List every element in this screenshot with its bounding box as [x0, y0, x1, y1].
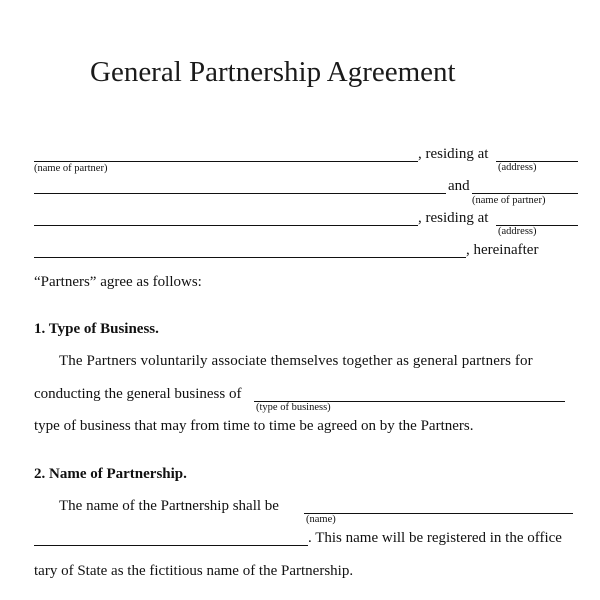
partners-agree-text: “Partners” agree as follows: [34, 274, 202, 290]
partner-2-address-continuation-blank[interactable] [34, 257, 466, 258]
section-1-paragraph-line-2: conducting the general business of [34, 386, 242, 402]
document-title: General Partnership Agreement [90, 56, 456, 88]
hereinafter-text: , hereinafter [466, 242, 539, 258]
section-2-paragraph-line-3: tary of State as the fictitious name of the Partnership. [34, 563, 354, 579]
partner-2-name-blank[interactable] [34, 225, 418, 226]
partnership-name-blank[interactable] [304, 513, 573, 514]
section-1-paragraph-line-1: The Partners voluntarily associate themselves together as general partners for [59, 353, 533, 369]
residing-at-text-1: , residing at [418, 146, 489, 162]
type-of-business-caption: (type of business) [256, 402, 331, 413]
partner-2-name-caption: (name of partner) [472, 195, 546, 206]
and-text: and [448, 178, 470, 194]
section-1-heading: 1. Type of Business. [34, 321, 159, 337]
residing-at-text-2: , residing at [418, 210, 489, 226]
partnership-name-continuation-blank[interactable] [34, 545, 308, 546]
partner-2-address-caption: (address) [498, 226, 537, 237]
partner-1-name-blank[interactable] [34, 161, 418, 162]
section-1-paragraph-line-3: type of business that may from time to time be agreed on by the Partners. [34, 418, 474, 434]
partnership-name-caption: (name) [306, 514, 336, 525]
section-2-heading: 2. Name of Partnership. [34, 466, 187, 482]
partner-1-address-caption: (address) [498, 162, 537, 173]
partner-1-name-caption: (name of partner) [34, 163, 108, 174]
partner-1-address-continuation-blank[interactable] [34, 193, 446, 194]
section-2-paragraph-line-1: The name of the Partnership shall be [59, 498, 279, 514]
partner-2-name-blank-start[interactable] [472, 193, 578, 194]
section-2-paragraph-line-2: . This name will be registered in the office [308, 530, 562, 546]
